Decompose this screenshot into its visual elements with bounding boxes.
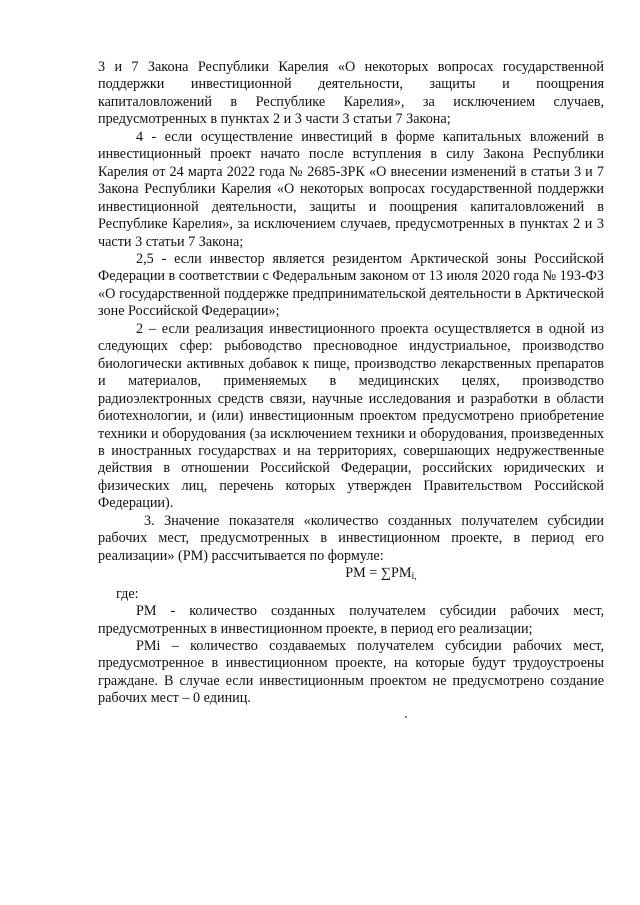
formula-subscript: i, (411, 571, 417, 583)
paragraph-section-3: 3. Значение показателя «количество созданных получателем субсидии рабочих мест, предусмотренных в инвестиционном проекте, в период его реализации» (РМ) рассчитывается по формуле: (98, 512, 604, 564)
definition-rm-i: РМi – количество создаваемых получателем субсидии рабочих мест, предусмотренное в инвестиционном проекте, на которые будут трудоустроены граждане. В случае если инвестиционным проектом не предусмотрено создание рабочих мест – 0 единиц. (98, 637, 604, 707)
formula (98, 565, 604, 585)
formula-main: РМ = ∑РМ (345, 565, 412, 582)
where-label: где: (116, 585, 139, 602)
document-body (98, 59, 604, 708)
definition-rm: РМ - количество созданных получателем субсидии рабочих мест, предусмотренных в инвестиционном проекте, в период его реализации; (98, 603, 604, 637)
paragraph-coefficient-4: 4 - если осуществление инвестиций в форме капитальных вложений в инвестиционный проект начато после вступления в силу Закона Республики Карелия от 24 марта 2022 года № 2685-ЗРК «О внесении изменений в статьи 3 и 7 Закона Республики Карелия «О некоторых вопросах государственной поддержки инвестиционной деятельности, защиты и поощрения капиталовложений в Республике Карелия», за исключением случаев, предусмотренных в пунктах 2 и 3 части 3 статьи 7 Закона; (98, 128, 604, 250)
paragraph-coefficient-2-5: 2,5 - если инвестор является резидентом Арктической зоны Российской Федерации в соответствии с Федеральным законом от 13 июля 2020 года № 193-ФЗ «О государственной поддержке предпринимательской деятельности в Арктической зоне Российской Федерации»; (98, 250, 604, 320)
scan-speck (405, 716, 407, 718)
paragraph-coefficient-2: 2 – если реализация инвестиционного проекта осуществляется в одной из следующих сфер: рыбоводство пресноводное индустриальное, производство биологически активных добавок к пище, производство лекарственных препаратов и материалов, применяемых в медицинских целях, производство радиоэлектронных средств связи, научные исследования и разработки в области биотехнологии, и (или) инвестиционным проектом предусмотрено приобретение техники и оборудования (за исключением техники и оборудования, произведенных в иностранных государствах и на территориях, совершающих недружественные действия в отношении Российской Федерации, российских юридических и физических лиц, перечень которых утвержден Правительством Российской Федерации). (98, 320, 604, 512)
paragraph-continuation: 3 и 7 Закона Республики Карелия «О некоторых вопросах государственной поддержки инвестиционной деятельности, защиты и поощрения капиталовложений в Республике Карелия», за исключением случаев, предусмотренных в пунктах 2 и 3 части 3 статьи 7 Закона; (98, 59, 604, 128)
